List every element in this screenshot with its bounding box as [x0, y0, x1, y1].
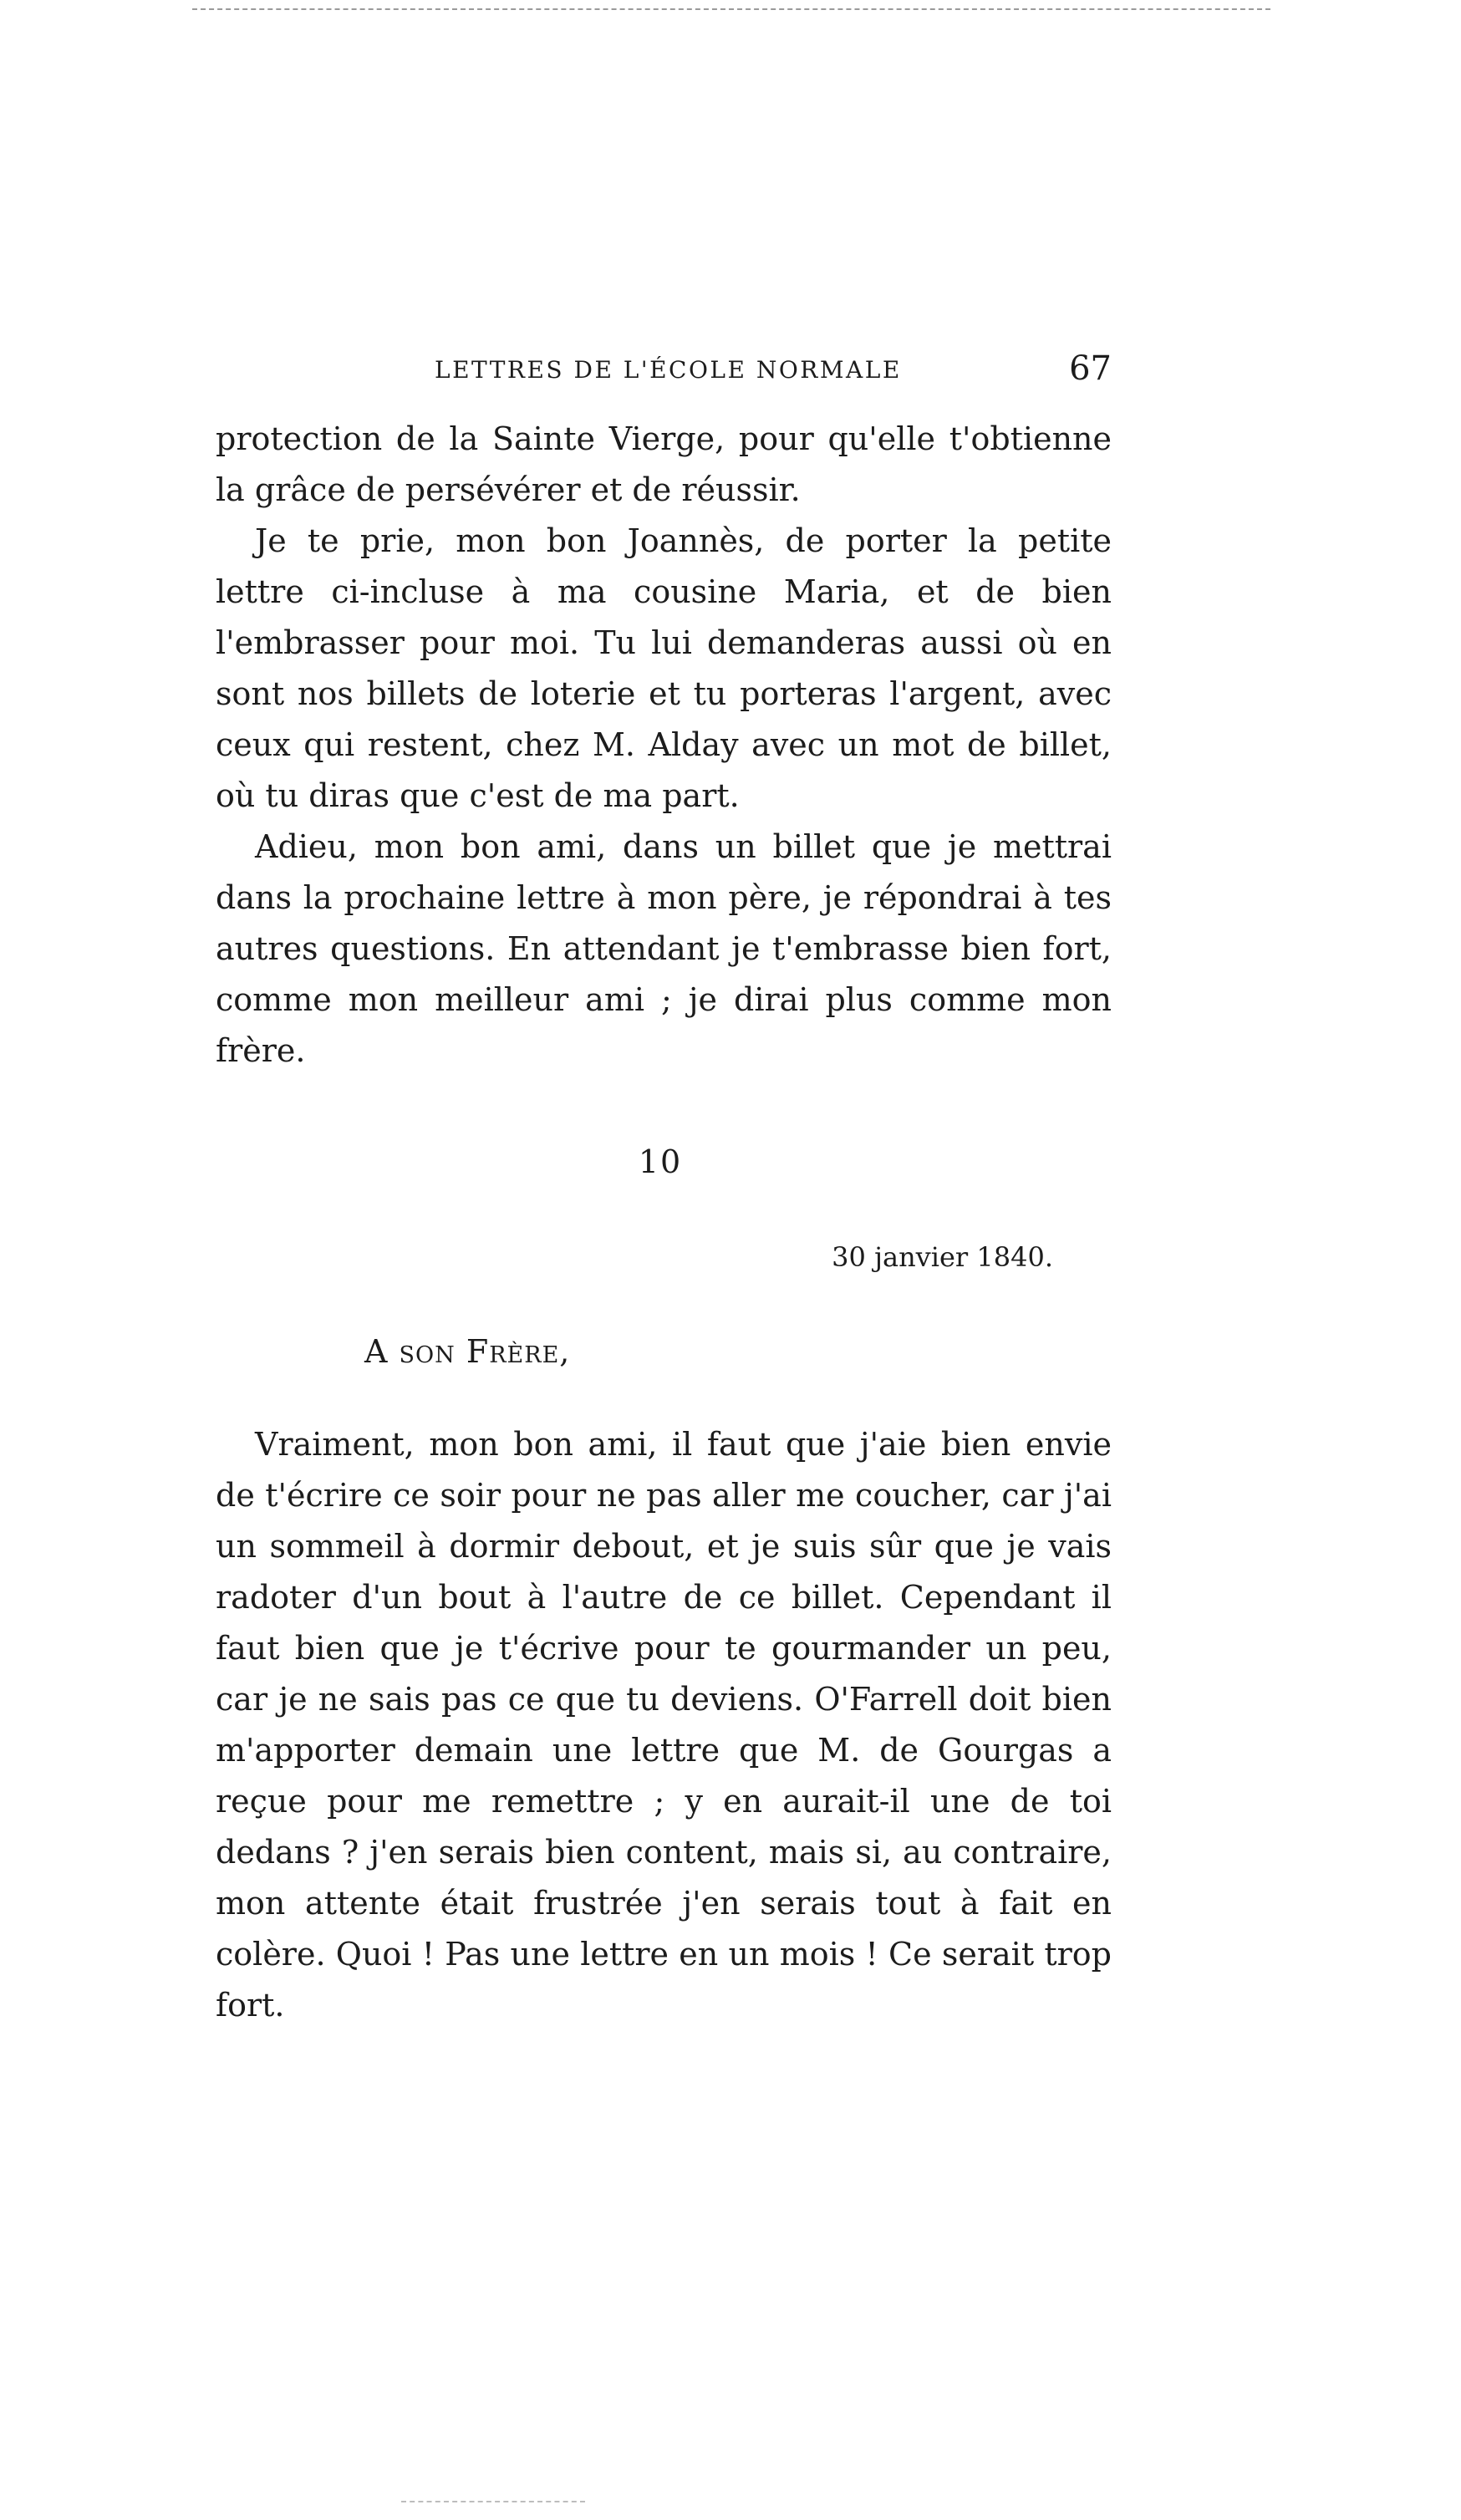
paragraph: Adieu, mon bon ami, dans un billet que je mettrai dans la prochaine lettre à mon père, je répondrai à tes autres questions. En attendant je t'embrasse bien fort, comme mon meilleur ami ; je dirai plus comme mon frère. — [216, 828, 1112, 1069]
bottom-scan-rule — [401, 2501, 585, 2502]
paragraph: Vraiment, mon bon ami, il faut que j'aie bien envie de t'écrire ce soir pour ne pas aller me coucher, car j'ai un sommeil à dormir debout, et je suis sûr que je vais radoter d'un bout à l'autre de ce billet. Cependant il faut bien que je t'écrive pour te gourmander un peu, car je ne sais pas ce que tu deviens. O'Farrell doit bien m'apporter demain une lettre que M. de Gourgas a reçue pour me remettre ; y en aurait-il une de toi dedans ? j'en serais bien content, mais si, au contraire, mon attente était frustrée j'en serais tout à fait en colère. Quoi ! Pas une lettre en un mois ! Ce serait trop fort. — [216, 1426, 1112, 2024]
letter-9-body — [216, 414, 1112, 1077]
page-number: 67 — [1069, 349, 1112, 388]
running-title: LETTRES DE L'ÉCOLE NORMALE — [435, 356, 902, 384]
letter-date: 30 janvier 1840. — [832, 1241, 1053, 1273]
paragraph: protection de la Sainte Vierge, pour qu'elle t'obtienne la grâce de persévérer et de réussir. — [216, 420, 1112, 508]
paragraph: Je te prie, mon bon Joannès, de porter la petite lettre ci-incluse à ma cousine Maria, et de bien l'embrasser pour moi. Tu lui demanderas aussi où en sont nos billets de loterie et tu porteras l'argent, avec ceux qui restent, chez M. Alday avec un mot de billet, où tu diras que c'est de ma part. — [216, 522, 1112, 814]
letter-10-body — [216, 1419, 1112, 2031]
letter-number: 10 — [638, 1143, 683, 1180]
top-scan-rule — [192, 8, 1270, 10]
salutation: A son Frère, — [364, 1333, 571, 1370]
page-header — [213, 349, 1112, 400]
